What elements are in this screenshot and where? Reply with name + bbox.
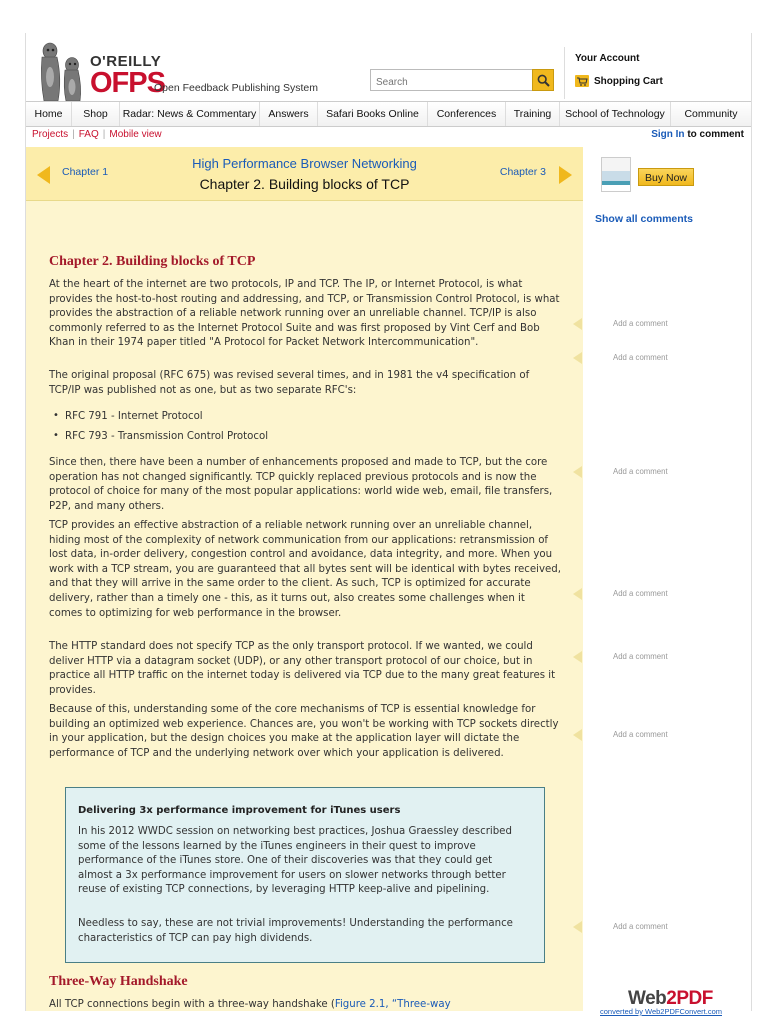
next-chapter-link[interactable]: Chapter 3 [499,166,546,178]
mobile-view-link[interactable]: Mobile view [109,129,162,140]
header-divider [564,47,565,99]
web2pdf-logo-accent: 2PDF [666,988,713,1009]
paragraph: The HTTP standard does not specify TCP as the only transport protocol. If we wanted, we could deliver HTTP via a datagram socket (UDP), or any other transport protocol of our choice, but in practice all HTTP traffic on the internet today is delivered via TCP due to the many great features it provides. [49,641,556,696]
nav-home[interactable]: Home [26,102,72,126]
nav-community[interactable]: Community [684,108,738,120]
web2pdf-badge[interactable] [600,988,750,1018]
article-content [26,201,583,1011]
paragraph-text: All TCP connections begin with a three-way handshake ( [49,999,335,1010]
web2pdf-link[interactable]: converted by Web2PDFConvert.com [600,1007,722,1016]
add-comment-link[interactable]: Add a comment [613,652,668,661]
nav-radar[interactable]: Radar: News & Commentary [120,102,260,126]
separator: | [72,129,75,140]
sidebar-paragraph: In his 2012 WWDC session on networking best practices, Joshua Graessley described some of the lessons learned by the iTunes engineers in their quest to improve performance of the iTunes store. One of their discoveries was that they could get almost a 3x performance improvement for users on slower networks through better reuse of existing TCP connections, by leveraging HTTP keep-alive and pipelining. [78,826,512,896]
paragraph: Since then, there have been a number of enhancements proposed and made to TCP, but the core operation has not changed significantly. TCP quickly replaced previous protocols and is now the protocol of choice for many of the most popular applications: world wide web, email, file transfers, P2P, and many others. [49,457,553,512]
search-icon [537,74,550,87]
add-comment-link[interactable]: Add a comment [613,589,668,598]
brand-main: OFPS [90,67,165,99]
nav-training[interactable]: Training [506,102,560,126]
comment-marker-icon[interactable] [573,651,582,663]
section-heading: Three-Way Handshake [49,974,188,989]
comment-marker-icon[interactable] [573,352,582,364]
sidebar-paragraph: Needless to say, these are not trivial improvements! Understanding the performance characteristics of TCP can pay high dividends. [78,918,513,944]
figure-link[interactable]: Figure 2.1, “Three-way [334,999,451,1010]
buy-now-button[interactable]: Buy Now [638,168,694,186]
search-button[interactable] [532,69,554,91]
brand-top: O'REILLY [90,53,162,70]
brand-tagline: Open Feedback Publishing System [154,82,319,94]
projects-link[interactable]: Projects [32,129,69,140]
chapter-title: Chapter 2. Building blocks of TCP [199,176,410,192]
main-nav [26,101,751,127]
search-input[interactable] [374,73,533,93]
sub-nav [26,126,751,144]
paragraph: At the heart of the internet are two protocols, IP and TCP. The IP, or Internet Protocol, is what provides the host-to-host routing and addressing, and TCP, or Transmission Control Protocol, is what provides the abstraction of a reliable network running over an unreliable channel. TCP/IP is also commonly referred to as the Internet Protocol Suite and was first proposed by Vint Cerf and Bob Khan in their 1974 paper titled "A Protocol for Packet Network Intercommunication". [49,279,560,349]
page-frame [25,33,752,1011]
add-comment-link[interactable]: Add a comment [613,319,668,328]
chapter-navigation-bar [26,147,583,201]
paragraph: The original proposal (RFC 675) was revised several times, and in 1981 the v4 specification of TCP/IP was published not as one, but as two separate RFC's: [49,370,530,396]
paragraph [49,998,561,1011]
separator: | [102,129,106,140]
list-item: • RFC 791 - Internet Protocol [65,411,203,422]
sign-in-link[interactable]: Sign In [651,129,685,140]
add-comment-link[interactable]: Add a comment [613,353,668,362]
add-comment-link[interactable]: Add a comment [613,467,668,476]
search-box [370,69,554,91]
faq-link[interactable]: FAQ [78,129,99,140]
paragraph: Because of this, understanding some of the core mechanisms of TCP is essential knowledge for building an optimized web experience. Chances are, you won't be working with TCP sockets directly in your application, but the design choices you make at the application layer will dictate the performance of TCP and the underlying network over which your application is delivered. [49,704,559,759]
nav-conferences[interactable]: Conferences [428,102,506,126]
comment-marker-icon[interactable] [573,921,582,933]
nav-shop[interactable]: Shop [72,102,120,126]
nav-school-of-technology[interactable]: School of Technology [560,102,671,126]
sidebar-title: Delivering 3x performance improvement for iTunes users [78,805,401,816]
show-all-comments-link[interactable]: Show all comments [595,213,694,225]
list-item: • RFC 793 - Transmission Control Protocol [65,431,268,442]
previous-chapter-link[interactable]: Chapter 1 [62,166,109,178]
comment-marker-icon[interactable] [573,729,582,741]
web2pdf-logo-main: Web [628,988,667,1009]
sign-in-suffix: to comment [684,129,744,140]
paragraph: TCP provides an effective abstraction of a reliable network running over an unreliable channel, hiding most of the complexity of network communication from our applications: retransmission of lost data, in-order delivery, congestion control and avoidance, data integrity, and more. When you work with a TCP stream, you are guaranteed that all bytes sent will be identical with bytes received, and that they will arrive in the same order to the client. As such, TCP is optimized for accurate delivery, rather than a timely one - this, as it turns out, also creates some challenges when it comes to optimizing for web performance in the browser. [49,520,561,619]
comment-marker-icon[interactable] [573,466,582,478]
article-heading: Chapter 2. Building blocks of TCP [49,254,256,269]
shopping-cart-link[interactable] [575,75,663,87]
shopping-cart-label: Shopping Cart [594,75,663,87]
add-comment-link[interactable]: Add a comment [613,922,668,931]
book-cover-thumbnail[interactable] [601,157,631,192]
your-account-link[interactable]: Your Account [575,53,640,64]
next-chapter-arrow-icon[interactable] [559,166,572,184]
comment-marker-icon[interactable] [573,588,582,600]
cart-icon [575,75,589,87]
nav-answers[interactable]: Answers [260,102,318,126]
sidebar-note [65,787,545,963]
book-title-link[interactable]: High Performance Browser Networking [192,156,417,171]
comment-marker-icon[interactable] [573,318,582,330]
nav-safari[interactable]: Safari Books Online [318,102,428,126]
add-comment-link[interactable]: Add a comment [613,730,668,739]
meerkat-logo-icon [32,39,90,103]
